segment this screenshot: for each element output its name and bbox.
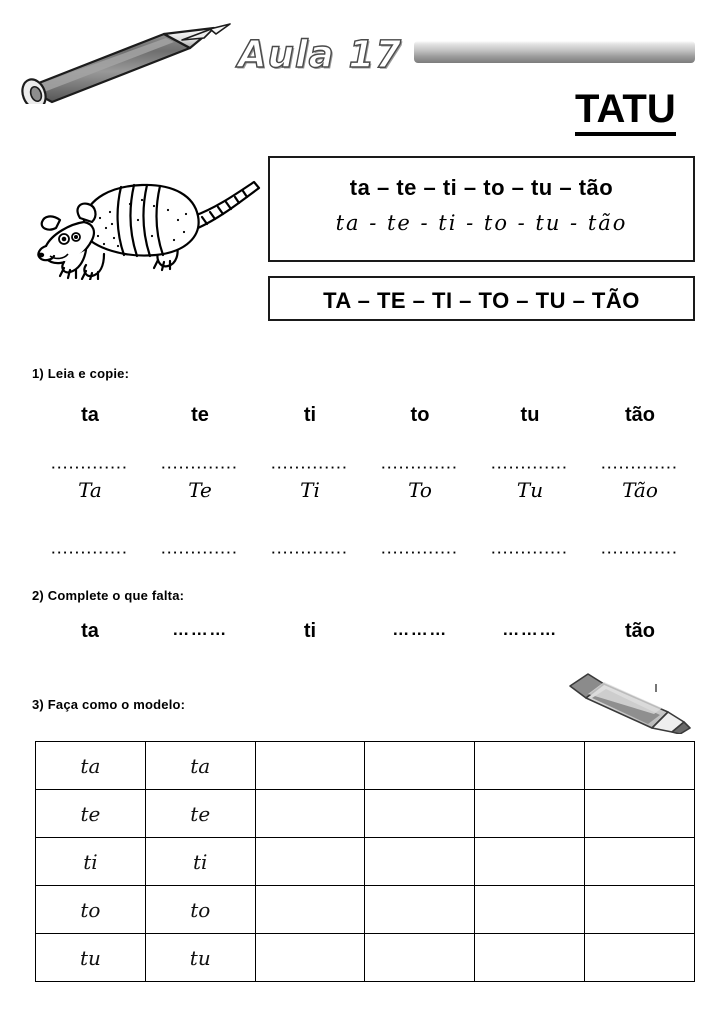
syllable-box-lowercase bbox=[268, 156, 695, 262]
table-row bbox=[36, 742, 695, 790]
table-cell-model: to bbox=[145, 886, 255, 934]
syllables-print-uppercase: TA – TE – TI – TO – TU – TÃO bbox=[323, 288, 640, 313]
table-cell-model: tu bbox=[145, 934, 255, 982]
table-cell-blank[interactable] bbox=[365, 790, 475, 838]
writing-line[interactable]: ············· bbox=[381, 460, 459, 475]
table-cell-model: ti bbox=[145, 838, 255, 886]
cursive-cell: Ti bbox=[300, 478, 320, 502]
table-cell-model: ti bbox=[36, 838, 146, 886]
table-cell-blank[interactable] bbox=[365, 886, 475, 934]
exercise1-writing-line-top[interactable] bbox=[35, 461, 695, 474]
table-cell-blank[interactable] bbox=[585, 886, 695, 934]
table-cell-blank[interactable] bbox=[475, 886, 585, 934]
practice-table bbox=[35, 741, 695, 982]
exercise1-print-row bbox=[35, 404, 695, 427]
cursive-cell: Te bbox=[188, 478, 212, 502]
table-cell-blank[interactable] bbox=[475, 838, 585, 886]
table-cell-blank[interactable] bbox=[585, 838, 695, 886]
syllable-cell: tu bbox=[520, 404, 540, 426]
table-cell-model: te bbox=[36, 790, 146, 838]
syllable-box-uppercase bbox=[268, 276, 695, 321]
table-cell-blank[interactable] bbox=[255, 838, 365, 886]
writing-line[interactable]: ············· bbox=[491, 460, 569, 475]
writing-line[interactable]: ············· bbox=[51, 545, 129, 560]
table-cell-blank[interactable] bbox=[475, 934, 585, 982]
writing-line[interactable]: ············· bbox=[491, 545, 569, 560]
table-cell-model: tu bbox=[36, 934, 146, 982]
syllable-cell: ti bbox=[303, 620, 317, 642]
blank-cell[interactable]: ……… bbox=[172, 620, 228, 639]
table-cell-blank[interactable] bbox=[475, 790, 585, 838]
armadillo-illustration bbox=[26, 160, 262, 280]
page-title: TATU bbox=[575, 88, 676, 136]
table-cell-blank[interactable] bbox=[585, 742, 695, 790]
cursive-cell: Tu bbox=[516, 478, 544, 502]
table-cell-blank[interactable] bbox=[585, 790, 695, 838]
pencil-icon bbox=[14, 22, 244, 104]
table-row bbox=[36, 790, 695, 838]
table-row bbox=[36, 934, 695, 982]
syllable-cell: te bbox=[191, 404, 209, 426]
syllable-cell: ta bbox=[81, 620, 99, 642]
table-cell-blank[interactable] bbox=[365, 742, 475, 790]
table-cell-model: ta bbox=[145, 742, 255, 790]
exercise1-cursive-row bbox=[35, 478, 695, 502]
blank-cell[interactable]: ……… bbox=[392, 620, 448, 639]
cursive-cell: Ta bbox=[78, 478, 102, 502]
writing-line[interactable]: ············· bbox=[601, 460, 679, 475]
exercise1-writing-line-bottom[interactable] bbox=[35, 546, 695, 559]
lesson-title: Aula 17 bbox=[238, 33, 402, 76]
crayon-icon bbox=[556, 668, 696, 734]
table-cell-blank[interactable] bbox=[255, 886, 365, 934]
syllable-cell: tão bbox=[625, 620, 655, 642]
cursive-cell: Tão bbox=[622, 478, 658, 502]
writing-line[interactable]: ············· bbox=[161, 460, 239, 475]
syllables-cursive-lowercase: ta - te - ti - to - tu - tão bbox=[335, 211, 628, 235]
table-cell-blank[interactable] bbox=[365, 934, 475, 982]
syllable-cell: tão bbox=[625, 404, 655, 426]
pencil-body-bar bbox=[414, 41, 695, 63]
exercise1-label: 1) Leia e copie: bbox=[32, 366, 130, 381]
writing-line[interactable]: ············· bbox=[601, 545, 679, 560]
cursive-cell: To bbox=[408, 478, 432, 502]
writing-line[interactable]: ············· bbox=[271, 460, 349, 475]
exercise2-label: 2) Complete o que falta: bbox=[32, 588, 185, 603]
table-row bbox=[36, 886, 695, 934]
writing-line[interactable]: ············· bbox=[51, 460, 129, 475]
syllables-print-lowercase: ta – te – ti – to – tu – tão bbox=[349, 175, 614, 200]
table-cell-model: te bbox=[145, 790, 255, 838]
blank-cell[interactable]: ……… bbox=[502, 620, 558, 639]
practice-table-body bbox=[36, 742, 695, 982]
syllable-cell: ti bbox=[303, 404, 317, 426]
syllable-cell: to bbox=[410, 404, 430, 426]
table-cell-blank[interactable] bbox=[255, 934, 365, 982]
table-cell-model: to bbox=[36, 886, 146, 934]
writing-line[interactable]: ············· bbox=[161, 545, 239, 560]
table-cell-blank[interactable] bbox=[255, 790, 365, 838]
table-cell-blank[interactable] bbox=[475, 742, 585, 790]
exercise2-row bbox=[35, 620, 695, 643]
syllable-cell: ta bbox=[81, 404, 99, 426]
writing-line[interactable]: ············· bbox=[381, 545, 459, 560]
table-row bbox=[36, 838, 695, 886]
table-cell-blank[interactable] bbox=[365, 838, 475, 886]
table-cell-blank[interactable] bbox=[585, 934, 695, 982]
writing-line[interactable]: ············· bbox=[271, 545, 349, 560]
exercise3-label: 3) Faça como o modelo: bbox=[32, 697, 186, 712]
table-cell-blank[interactable] bbox=[255, 742, 365, 790]
table-cell-model: ta bbox=[36, 742, 146, 790]
